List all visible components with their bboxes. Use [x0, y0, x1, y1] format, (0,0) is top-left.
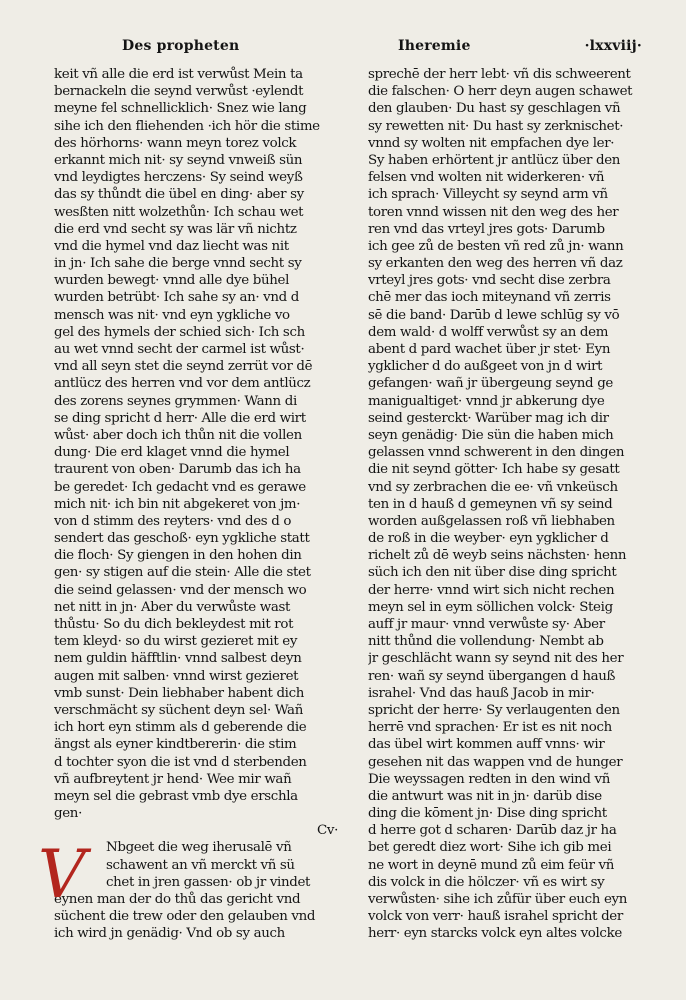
- text-line: net nitt in jn· Aber du verwůste wast: [54, 599, 290, 615]
- text-line: de roß in die weyber· eyn ygklicher d: [368, 531, 609, 547]
- text-line: Nbgeet die weg iherusalē vñ: [106, 840, 292, 856]
- text-line: sē die band· Darūb d lewe schlūg sy vō: [368, 307, 620, 323]
- text-line: israhel· Vnd das hauß Jacob in mir·: [368, 685, 595, 701]
- text-line: jr geschlächt wann sy seynd nit des her: [368, 651, 624, 667]
- text-line: nem guldin häfftlin· vnnd salbest deyn: [54, 651, 302, 667]
- text-line: gesehen nit das wappen vnd de hunger: [368, 754, 623, 770]
- text-line: gefangen· wañ jr übergeung seynd ge: [368, 376, 613, 392]
- text-line: die nit seynd götter· Ich habe sy gesatt: [368, 462, 620, 478]
- text-line: felsen vnd wolten nit widerkeren· vñ: [368, 170, 605, 186]
- text-line: traurent von oben· Darumb das ich ha: [54, 462, 301, 478]
- text-line: sendert das geschoß· eyn ygkliche statt: [54, 531, 310, 547]
- text-line: toren vnnd wissen nit den weg des her: [368, 204, 619, 220]
- text-line: keit vñ alle die erd ist verwůst Mein ta: [54, 67, 303, 82]
- text-line: des hörhorns· wann meyn torez volck: [54, 135, 297, 151]
- running-head-left: Des propheten: [122, 38, 240, 54]
- text-line: thůstu· So du dich bekleydest mit rot: [54, 617, 294, 632]
- text-line: nitt thůnd die vollendung· Nembt ab: [368, 634, 604, 650]
- running-head-center: Iheremie: [398, 38, 471, 54]
- text-line: süchent die trew oder den gelauben vnd: [54, 909, 316, 925]
- text-line: chet in jren gassen· ob jr vindet: [106, 874, 311, 890]
- text-line: vnnd sy wolten nit empfachen dye ler·: [368, 135, 615, 151]
- text-line: se ding spricht d herr· Alle die erd wirt: [54, 410, 306, 426]
- text-line: d tochter syon die ist vnd d sterbenden: [54, 754, 307, 770]
- text-line: chē mer das ioch miteynand vñ zerris: [368, 290, 611, 306]
- text-line: augen mit salben· vnnd wirst gezieret: [54, 668, 299, 684]
- text-line: wesßten nitt wolzethůn· Ich schau wet: [54, 204, 304, 220]
- text-line: gelassen vnnd schwerent in den dingen: [368, 445, 625, 461]
- text-line: vñ aufbreytent jr hend· Wee mir wañ: [54, 771, 292, 787]
- text-column-left: [54, 66, 338, 943]
- text-line: das sy thůndt die übel en ding· aber sy: [54, 187, 304, 203]
- text-line: vnd sy zerbrachen die ee· vñ vnkeüsch: [368, 479, 618, 495]
- text-line: das übel wirt kommen auff vnns· wir: [368, 737, 605, 753]
- text-line: ding die kōment jn· Dise ding spricht: [368, 806, 607, 822]
- text-line: gen·: [54, 806, 82, 822]
- text-line: ten in d hauß d gemeynen vñ sy seind: [368, 496, 613, 512]
- text-line: d herre got d scharen· Darūb daz jr ha: [368, 823, 617, 839]
- text-line: bernackeln die seynd verwůst ·eylendt: [54, 84, 304, 100]
- text-line: manigualtiget· vnnd jr abkerung dye: [368, 393, 605, 409]
- text-line: meyne fel schnellicklich· Snez wie lang: [54, 101, 307, 117]
- text-line: den glauben· Du hast sy geschlagen vñ: [368, 101, 621, 117]
- text-line: antlücz des herren vnd vor dem antlücz: [54, 376, 311, 392]
- text-line: herrē vnd sprachen· Er ist es nit noch: [368, 720, 612, 736]
- folio-number: ·lxxviij·: [584, 38, 642, 54]
- text-line: ich hort eyn stimm als d geberende die: [54, 720, 307, 736]
- text-line: sy erkanten den weg des herren vñ daz: [368, 256, 623, 272]
- text-line: auff jr maur· vnnd verwůste sy· Aber: [368, 617, 605, 632]
- text-line: spricht der herre· Sy verlaugenten den: [368, 702, 620, 718]
- text-line: wůst· aber doch ich thůn nit die vollen: [54, 427, 302, 443]
- text-line: Cv·: [316, 823, 338, 839]
- text-line: der herre· vnnd wirt sich nicht rechen: [368, 582, 615, 598]
- text-line: seind gesterckt· Warüber mag ich dir: [368, 410, 609, 426]
- text-line: mich nit· ich bin nit abgekeret von jm·: [54, 496, 301, 512]
- text-line: richelt zů dē weyb seins nächsten· henn: [368, 548, 627, 564]
- text-line: die floch· Sy giengen in den hohen din: [54, 548, 302, 564]
- text-line: die antwurt was nit in jn· darüb dise: [368, 788, 602, 804]
- text-line: au wet vnnd secht der carmel ist wůst·: [54, 342, 305, 357]
- text-line: ne wort in deynē mund zů eim feür vñ: [368, 857, 615, 873]
- text-line: Sy haben erhörtent jr antlücz über den: [368, 152, 621, 168]
- text-line: ich gee zů de besten vñ red zů jn· wann: [368, 238, 624, 254]
- text-line: meyn sel in eym söllichen volck· Steig: [368, 599, 613, 615]
- text-line: gen· sy stigen auf die stein· Alle die stet: [54, 565, 311, 581]
- text-line: dung· Die erd klaget vnnd die hymel: [54, 445, 290, 461]
- text-line: meyn sel die gebrast vmb dye erschla: [54, 788, 298, 804]
- text-line: ängst als eyner kindtbererin· die stim: [54, 737, 297, 753]
- text-line: süch ich den nit über dise ding spricht: [368, 565, 617, 581]
- text-column-right: [368, 66, 642, 943]
- text-line: dis volck in die hölczer· vñ es wirt sy: [368, 874, 605, 890]
- text-line: tem kleyd· so du wirst gezieret mit ey: [54, 634, 298, 650]
- text-line: abent d pard wachet über jr stet· Eyn: [368, 342, 611, 357]
- text-line: verschmächt sy süchent deyn sel· Wañ: [54, 702, 303, 718]
- text-line: wurden betrübt· Ich sahe sy an· vnd d: [54, 290, 300, 306]
- text-line: verwůsten· sihe ich zůfür über euch eyn: [368, 892, 628, 907]
- text-line: mensch was nit· vnd eyn ygkliche vo: [54, 307, 290, 323]
- text-line: herr· eyn starcks volck eyn altes volcke: [368, 926, 622, 942]
- text-line: wurden bewegt· vnnd alle dye bühel: [54, 273, 290, 289]
- text-line: erkannt mich nit· sy seynd vnweiß sün: [54, 152, 303, 168]
- text-line: vmb sunst· Dein liebhaber habent dich: [54, 685, 305, 701]
- text-line: des zorens seynes grymmen· Wann di: [54, 393, 297, 409]
- text-line: vnd die hymel vnd daz liecht was nit: [54, 238, 289, 254]
- text-line: eynen man der do thů das gericht vnd: [54, 892, 301, 907]
- text-line: die erd vnd secht sy was lär vñ nichtz: [54, 221, 297, 237]
- text-line: vnd all seyn stet die seynd zerrüt vor dē: [54, 359, 313, 375]
- text-line: ren· wañ sy seynd übergangen d hauß: [368, 668, 616, 684]
- text-line: ich wird jn genädig· Vnd ob sy auch: [54, 926, 285, 942]
- text-line: be geredet· Ich gedacht vnd es gerawe: [54, 479, 306, 495]
- text-line: die seind gelassen· vnd der mensch wo: [54, 582, 307, 598]
- decorated-initial: V: [38, 836, 86, 913]
- text-line: ich sprach· Villeycht sy seynd arm vñ: [368, 187, 608, 203]
- text-line: seyn genädig· Die sün die haben mich: [368, 427, 614, 443]
- text-line: vnd leydigtes herczens· Sy seind weyß: [54, 170, 303, 186]
- text-line: vrteyl jres gots· vnd secht dise zerbra: [368, 273, 611, 289]
- text-line: ren vnd das vrteyl jres gots· Darumb: [368, 221, 605, 237]
- text-line: sprechē der herr lebt· vñ dis schweerent: [368, 67, 631, 82]
- text-line: die falschen· O herr deyn augen schawet: [368, 84, 633, 100]
- text-line: schawent an vñ merckt vñ sü: [106, 857, 295, 873]
- text-line: Die weyssagen redten in den wind vñ: [368, 771, 611, 787]
- text-line: in jn· Ich sahe die berge vnnd secht sy: [54, 256, 302, 272]
- text-line: sihe ich den fliehenden ·ich hör die stime: [54, 118, 320, 134]
- text-line: sy rewetten nit· Du hast sy zerknischet·: [368, 118, 624, 134]
- text-line: von d stimm des reyters· vnd des d o: [54, 513, 292, 529]
- text-line: dem wald· d wolff verwůst sy an dem: [368, 324, 609, 340]
- text-line: volck von verr· hauß israhel spricht der: [368, 909, 623, 925]
- text-line: ygklicher d do außgeet von jn d wirt: [368, 359, 603, 375]
- text-line: worden außgelassen roß vñ liebhaben: [368, 513, 615, 529]
- text-line: gel des hymels der schied sich· Ich sch: [54, 324, 305, 340]
- text-line: bet geredt diez wort· Sihe ich gib mei: [368, 840, 612, 856]
